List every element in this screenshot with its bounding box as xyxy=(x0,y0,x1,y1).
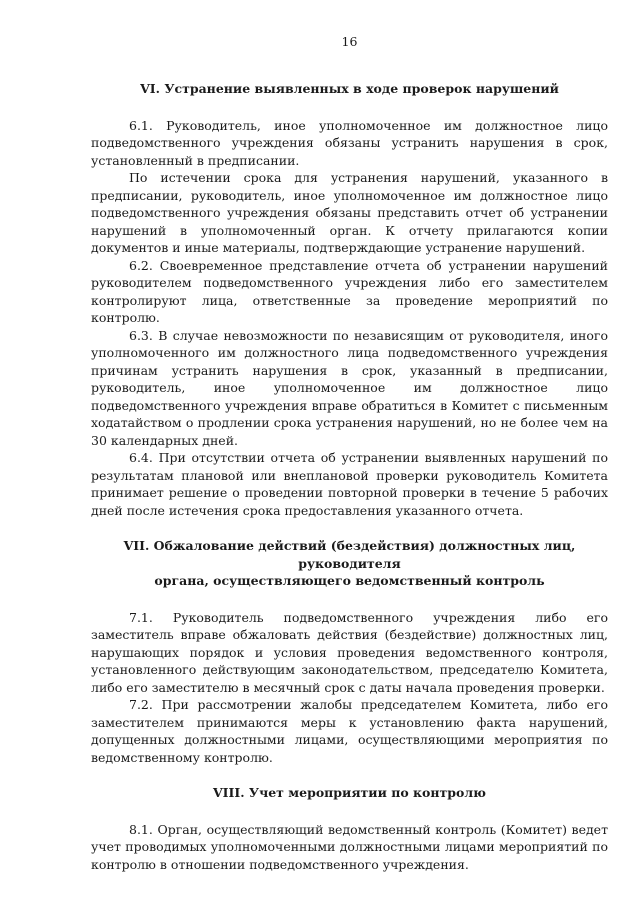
page-number: 16 xyxy=(341,34,358,49)
section-heading-vii-line2: органа, осуществляющего ведомственный контроль xyxy=(154,573,545,588)
paragraph-6-1-report: По истечении срока для устранения нарушений, указанного в предписании, руководитель, иное уполномоченное им должностное лицо подведомственного учреждения обязаны представить отчет об устранении нарушений в уполномоченный орган. К отчету прилагаются копии документов и иные материалы, подтверждающие устранение нарушений. xyxy=(91,170,608,255)
paragraph-6-3: 6.3. В случае невозможности по независящим от руководителя, иного уполномоченного им должностного лица подведомственного учреждения причинам устранить нарушения в срок, указанный в предписании, руководитель, иное уполномоченное им должностное лицо подведомственного учреждения вправе обратиться в Комитет с письменным ходатайством о продлении срока устранения нарушений, но не более чем на 30 календарных дней. xyxy=(91,327,608,448)
document-page xyxy=(91,34,608,873)
paragraph-8-1: 8.1. Орган, осуществляющий ведомственный контроль (Комитет) ведет учет проводимых уполномоченными должностными лицами мероприятий по контролю в отношении подведомственного учреждения. xyxy=(91,821,608,872)
section-heading-viii: VIII. Учет мероприятии по контролю xyxy=(212,785,487,800)
paragraph-6-1: 6.1. Руководитель, иное уполномоченное им должностное лицо подведомственного учреждения обязаны устранить нарушения в срок, установленный в предписании. xyxy=(91,117,608,168)
section-heading-vii xyxy=(91,537,608,590)
paragraph-7-1: 7.1. Руководитель подведомственного учреждения либо его заместитель вправе обжаловать действия (бездействие) должностных лиц, нарушающих порядок и условия проведения ведомственного контроля, установленного действующим законодательством, председателю Комитета, либо его заместителю в месячный срок с даты начала проведения проверки. xyxy=(91,609,608,695)
section-heading-vii-line1: VII. Обжалование действий (бездействия) должностных лиц, руководителя xyxy=(123,538,576,571)
paragraph-7-2: 7.2. При рассмотрении жалобы председателем Комитета, либо его заместителем принимаются меры к установлению факта нарушений, допущенных должностными лицами, осуществляющими мероприятия по ведомственному контролю. xyxy=(91,697,608,765)
paragraph-6-2: 6.2. Своевременное представление отчета об устранении нарушений руководителем подведомственного учреждения либо его заместителем контролируют лица, ответственные за проведение мероприятий по контролю. xyxy=(91,257,608,325)
section-heading-vi: VI. Устранение выявленных в ходе проверок нарушений xyxy=(140,81,559,96)
paragraph-6-4: 6.4. При отсутствии отчета об устранении выявленных нарушений по результатам плановой или внеплановой проверки руководитель Комитета принимает решение о проведении повторной проверки в течение 5 рабочих дней после истечения срока предоставления указанного отчета. xyxy=(91,450,608,518)
